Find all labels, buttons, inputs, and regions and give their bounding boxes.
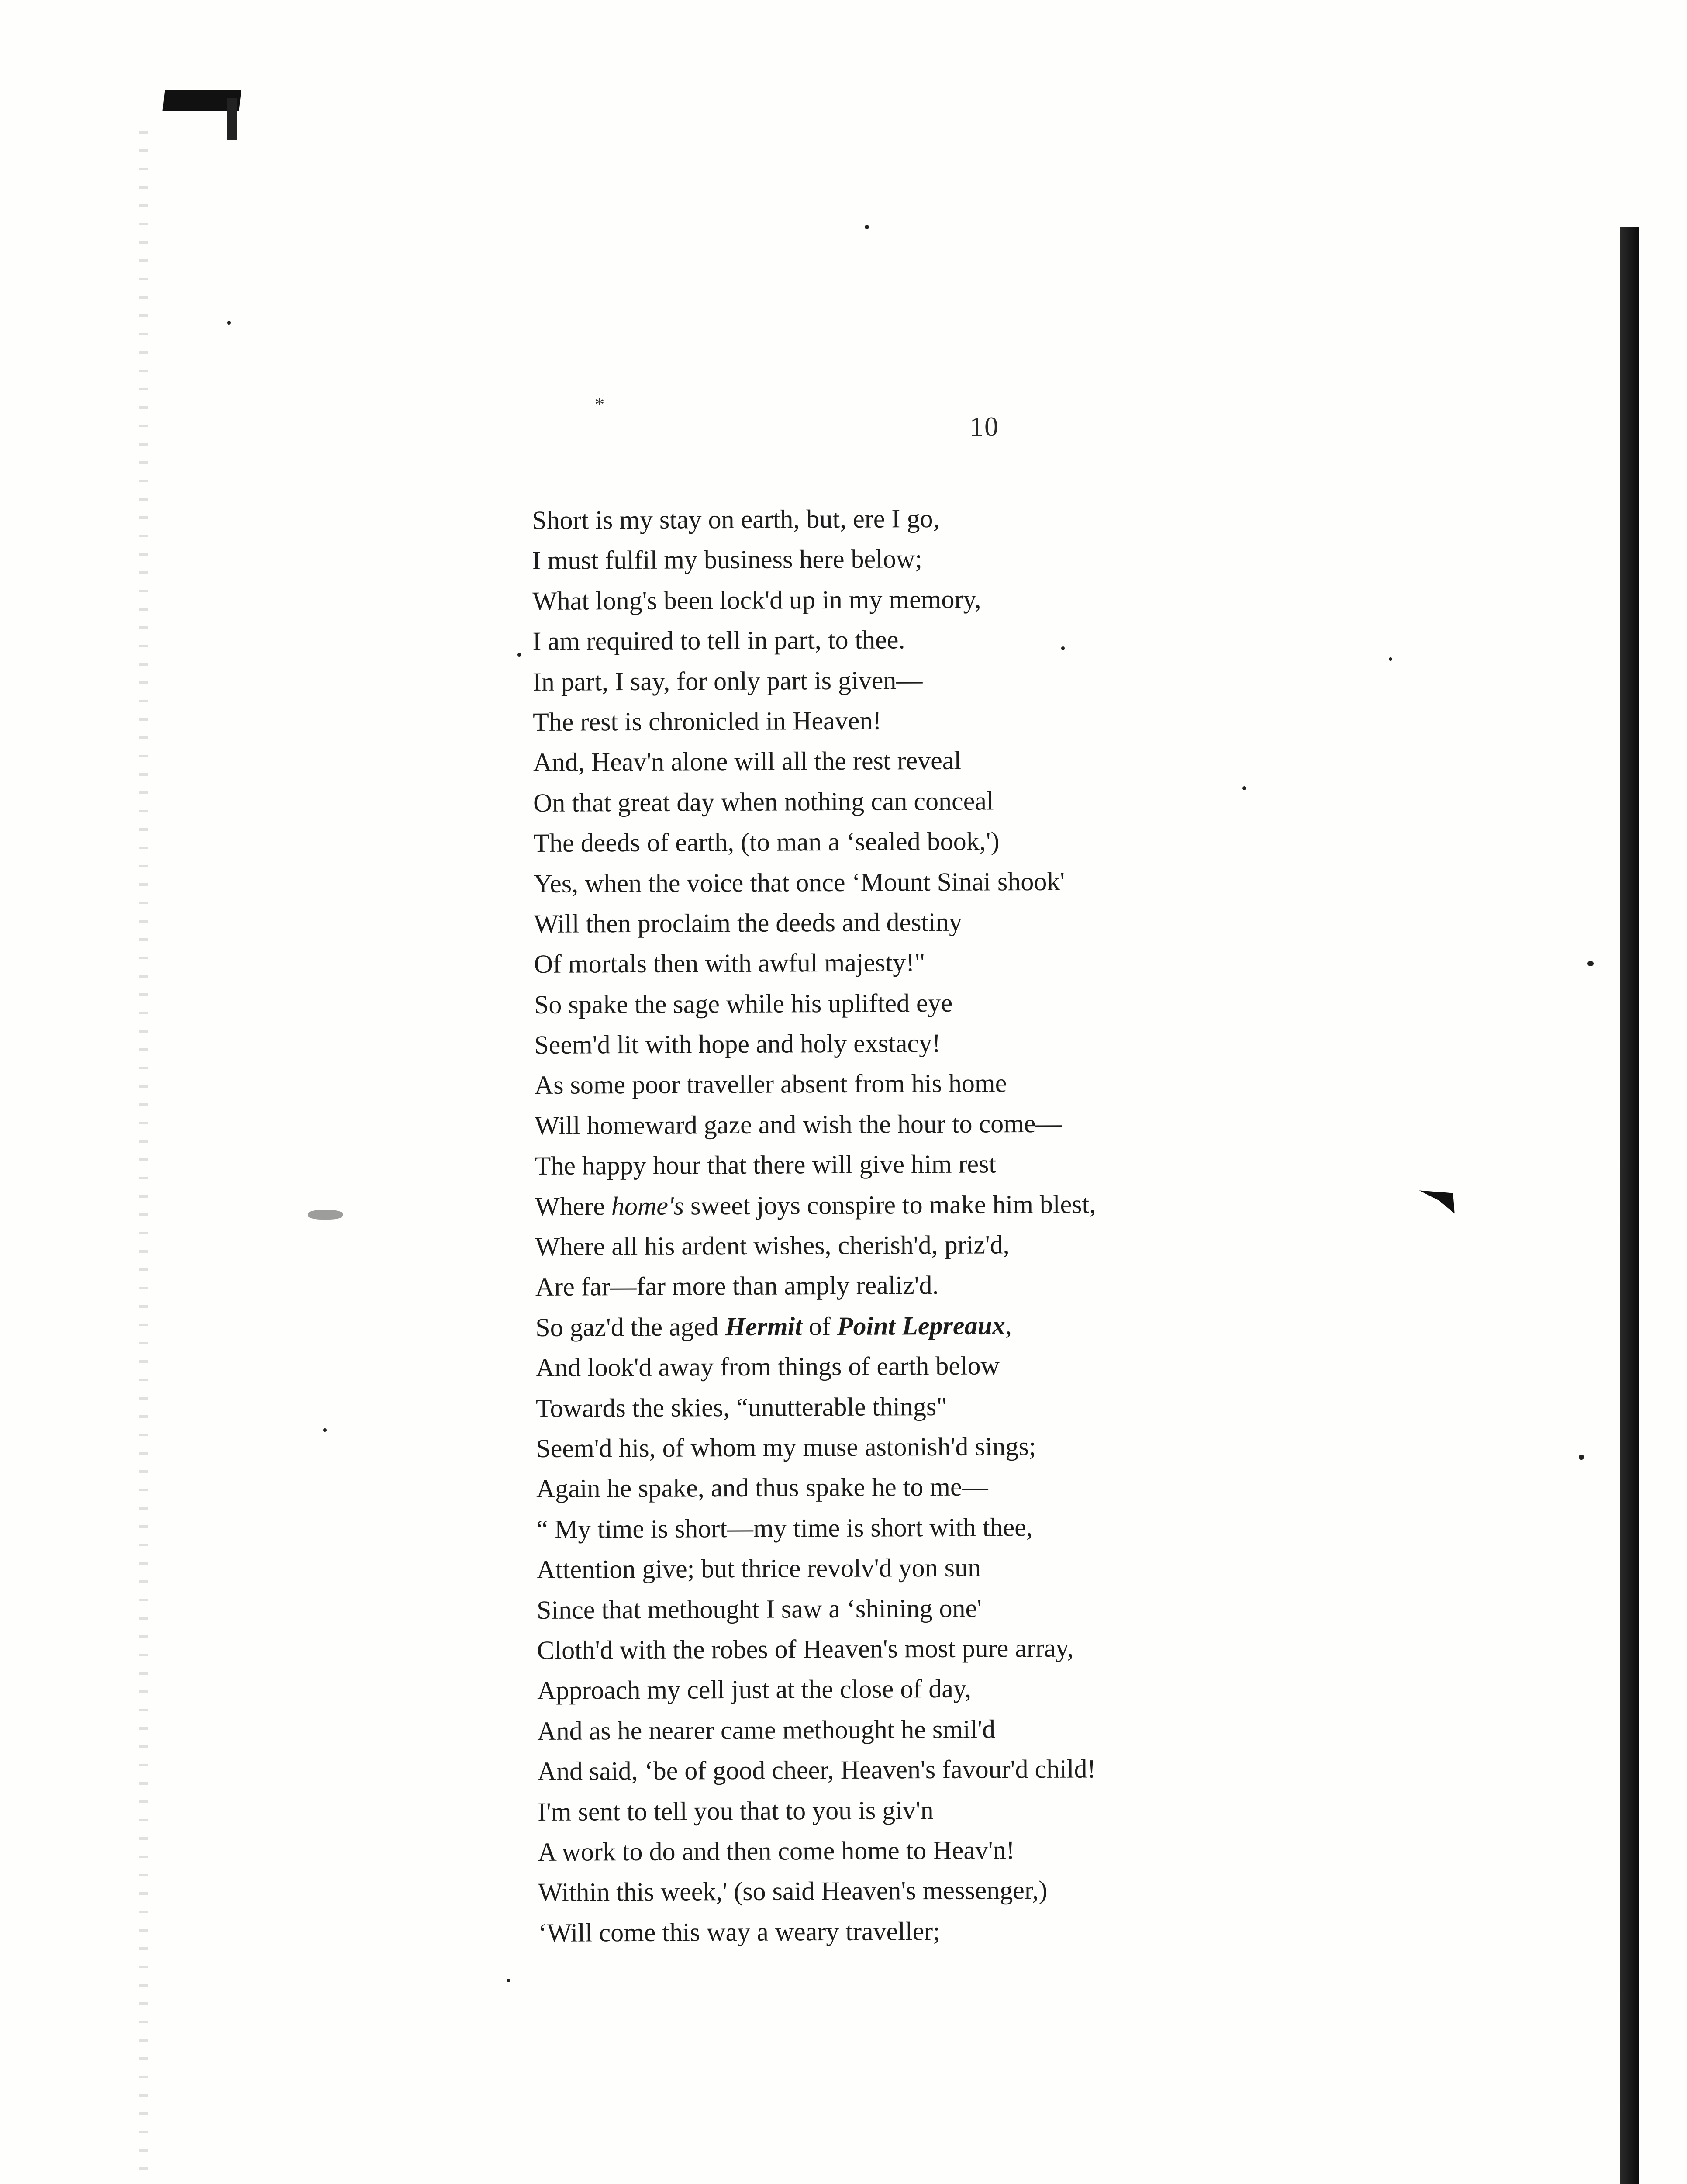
- poem-line: As some poor traveller absent from his home: [534, 1068, 1007, 1100]
- poem-line: “ My time is short—my time is short with thee,: [536, 1512, 1033, 1544]
- poem-body: [532, 496, 1411, 1953]
- star-mark: *: [595, 394, 604, 415]
- poem-line: In part, I say, for only part is given—: [532, 665, 923, 696]
- poem-line: And said, ‘be of good cheer, Heaven's favour'd child!: [537, 1754, 1096, 1786]
- poem-line: Seem'd lit with hope and holy exstacy!: [534, 1029, 941, 1060]
- speck: [517, 653, 521, 657]
- poem-line: Towards the skies, “unutterable things": [535, 1392, 947, 1423]
- ink-smudge: [308, 1210, 343, 1220]
- poem-line: The deeds of earth, (to man a ‘sealed book,'): [533, 826, 1000, 858]
- poem-line: Where home's sweet joys conspire to make him blest,: [535, 1189, 1096, 1221]
- poem-line: Short is my stay on earth, but, ere I go,: [532, 504, 940, 535]
- poem-line: Approach my cell just at the close of day,: [537, 1674, 972, 1705]
- poem-line: Where all his ardent wishes, cherish'd, priz'd,: [535, 1230, 1010, 1261]
- poem-line: And look'd away from things of earth below: [535, 1351, 1000, 1382]
- poem-line: I'm sent to tell you that to you is giv'n: [537, 1795, 934, 1826]
- poem-line: Seem'd his, of whom my muse astonish'd sings;: [536, 1431, 1036, 1463]
- poem-line: And as he nearer came methought he smil'd: [537, 1714, 996, 1745]
- speck: [507, 1979, 510, 1982]
- poem-line: Again he spake, and thus spake he to me—: [536, 1472, 988, 1503]
- speck: [865, 225, 869, 229]
- speck: [1587, 961, 1594, 966]
- poem-line: What long's been lock'd up in my memory,: [532, 584, 981, 615]
- poem-line: Cloth'd with the robes of Heaven's most pure array,: [537, 1633, 1074, 1665]
- poem-line: The happy hour that there will give him rest: [535, 1149, 997, 1181]
- poem-line: So gaz'd the aged Hermit of Point Lepreaux,: [535, 1311, 1012, 1342]
- poem-line: I must fulfil my business here below;: [532, 544, 922, 575]
- speck: [1579, 1455, 1584, 1460]
- speck: [227, 321, 231, 325]
- poem-line: Will then proclaim the deeds and destiny: [534, 907, 963, 938]
- poem-line: Will homeward gaze and wish the hour to come—: [535, 1109, 1062, 1140]
- poem-line: On that great day when nothing can conceal: [533, 786, 994, 817]
- speck: [323, 1428, 327, 1432]
- poem-line: ‘Will come this way a weary traveller;: [538, 1916, 940, 1947]
- page-number: 10: [969, 411, 999, 442]
- scan-corner-tick: [227, 98, 237, 140]
- poem-line: A work to do and then come home to Heav'n!: [538, 1835, 1015, 1866]
- poem-line: So spake the sage while his uplifted eye: [534, 988, 953, 1019]
- right-binding-edge: [1620, 227, 1639, 2184]
- poem-line: I am required to tell in part, to thee.: [532, 625, 905, 656]
- poem-line: Attention give; but thrice revolv'd yon sun: [536, 1553, 981, 1584]
- poem-line: Since that methought I saw a ‘shining one': [536, 1593, 982, 1624]
- left-edge-speckle: [139, 131, 148, 2184]
- poem-line: The rest is chronicled in Heaven!: [533, 706, 882, 736]
- poem-line: Within this week,' (so said Heaven's messenger,): [538, 1876, 1048, 1907]
- poem-line: And, Heav'n alone will all the rest reveal: [533, 746, 962, 777]
- poem-line: Are far—far more than amply realiz'd.: [535, 1271, 939, 1302]
- poem-line: Of mortals then with awful majesty!": [534, 948, 925, 979]
- poem-line: Yes, when the voice that once ‘Mount Sinai shook': [533, 867, 1065, 898]
- ink-blot-mark: [1419, 1175, 1463, 1223]
